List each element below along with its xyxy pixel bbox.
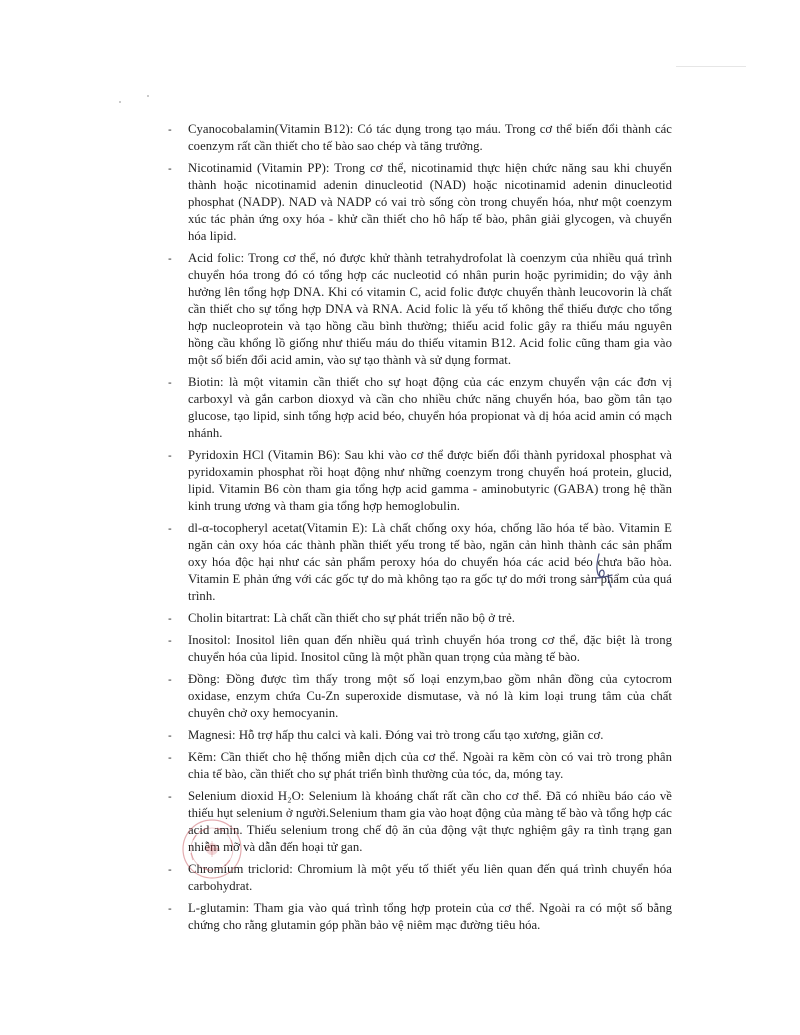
list-item-text: Chromium triclorid: Chromium là một yếu tố thiết yếu liên quan đến quá trình chuyển hóa carbohydrat. (188, 862, 672, 893)
list-item-text: dl-α-tocopheryl acetat(Vitamin E): Là chất chống oxy hóa, chống lão hóa tế bào. Vitamin E ngăn cản oxy hóa các thành phần thiết yếu trong tế bào, ngăn cản hình thành các sản phẩm oxy hóa độc hại như các sản phẩm peroxy hóa do chuyển hóa các acid béo chưa bão hòa. Vitamin E phản ứng với các gốc tự do mà không tạo ra gốc tự do mới trong sản phẩm của quá trình. (188, 521, 672, 603)
scan-speck (147, 95, 149, 97)
bullet-dash: - (168, 729, 172, 742)
bullet-dash: - (168, 162, 172, 175)
company-stamp (181, 818, 243, 880)
list-item-text: Pyridoxin HCl (Vitamin B6): Sau khi vào cơ thể được biến đổi thành pyridoxal phosphat và pyridoxamin phosphat rồi hoạt động như những coenzym trong chuyển hoá protein, glucid, lipid. Vitamin B6 còn tham gia tổng hợp acid gamma - aminobutyric (GABA) trong hệ thần kinh trung ương và tham gia tổng hợp hemoglobulin. (188, 448, 672, 513)
list-item (168, 671, 672, 722)
list-item-text: Biotin: là một vitamin cần thiết cho sự hoạt động của các enzym chuyển vận các đơn vị carboxyl và gắn carbon dioxyd và cần cho nhiều chức năng chuyển hóa, bao gồm tân tạo glucose, tạo lipid, sinh tổng hợp acid béo, chuyển hóa propionat và dị hóa acid amin có mạch nhánh. (188, 375, 672, 440)
bullet-dash: - (168, 673, 172, 686)
bullet-dash: - (168, 902, 172, 915)
bullet-dash: - (168, 790, 172, 803)
bullet-dash: - (168, 863, 172, 876)
list-item-text: Đồng: Đồng được tìm thấy trong một số loại enzym,bao gồm nhân đồng của cytocrom oxidase, enzym chứa Cu-Zn superoxide dismutase, và nó là kim loại trung tâm của chất chuyên chở oxy hemocyanin. (188, 672, 672, 720)
list-item-text: Nicotinamid (Vitamin PP): Trong cơ thể, nicotinamid thực hiện chức năng sau khi chuyển thành hoặc nicotinamid adenin dinucleotid (NAD) hoặc nicotinamid adenin dinucleotid phosphat (NADP). NAD và NADP có vai trò sống còn trong chuyển hóa, như một coenzym xúc tác phản ứng oxy hóa - khử cần thiết cho hô hấp tế bào, phân giải glycogen, và chuyển hóa lipid. (188, 161, 672, 243)
list-item (168, 788, 672, 856)
list-item (168, 861, 672, 895)
bullet-dash: - (168, 376, 172, 389)
list-item (168, 447, 672, 515)
list-item (168, 727, 672, 744)
scan-header-line (676, 66, 746, 67)
list-item-text: L-glutamin: Tham gia vào quá trình tổng hợp protein của cơ thể. Ngoài ra có một số bằng chứng cho rằng glutamin góp phần bảo vệ niêm mạc đường tiêu hóa. (188, 901, 672, 932)
list-item (168, 374, 672, 442)
list-item (168, 250, 672, 369)
list-item (168, 749, 672, 783)
bullet-dash: - (168, 252, 172, 265)
list-item (168, 610, 672, 627)
bullet-dash: - (168, 612, 172, 625)
bullet-dash: - (168, 123, 172, 136)
bullet-dash: - (168, 751, 172, 764)
bullet-dash: - (168, 449, 172, 462)
list-item (168, 121, 672, 155)
list-item-text: Magnesi: Hỗ trợ hấp thu calci và kali. Đóng vai trò trong cấu tạo xương, giãn cơ. (188, 728, 604, 742)
list-item (168, 900, 672, 934)
list-item-text: Kẽm: Cần thiết cho hệ thống miễn dịch của cơ thể. Ngoài ra kẽm còn có vai trò trong phân chia tế bào, cần thiết cho sự phát triển bình thường của tóc, da, móng tay. (188, 750, 672, 781)
ingredient-list (168, 121, 672, 939)
list-item-text: Inositol: Inositol liên quan đến nhiều quá trình chuyển hóa trong cơ thể, đặc biệt là trong chuyển hóa của lipid. Inositol cũng là một phần quan trọng của màng tế bào. (188, 633, 672, 664)
bullet-dash: - (168, 522, 172, 535)
bullet-dash: - (168, 634, 172, 647)
list-item-text: Acid folic: Trong cơ thể, nó được khử thành tetrahydrofolat là coenzym của nhiều quá trình chuyển hóa trong đó có tổng hợp các nucleotid có nhân purin hoặc pyrimidin; do vậy ảnh hưởng lên tổng hợp DNA. Khi có vitamin C, acid folic được chuyển thành leucovorin là chất cần thiết cho sự tổng hợp DNA và RNA. Acid folic là yếu tố không thể thiếu được cho tổng hợp nucleoprotein và tạo hồng cầu bình thường; thiếu acid folic gây ra thiếu máu nguyên hồng cầu khổng lồ giống như thiếu máu do thiếu vitamin B12. Acid folic cũng tham gia vào một số biến đổi acid amin, vào sự tạo thành và sử dụng format. (188, 251, 672, 367)
list-item (168, 632, 672, 666)
list-item (168, 160, 672, 245)
handwritten-signature (588, 552, 620, 588)
scan-speck (119, 101, 121, 103)
list-item-text: Selenium dioxid H₂O: Selenium là khoáng chất rất cần cho cơ thể. Đã có nhiều báo cáo về thiếu hụt selenium ở người.Selenium tham gia vào hoạt động của màng tế bào và tổng hợp các acid amin. Thiếu selenium trong chế độ ăn của động vật thực nghiệm gây ra tình trạng gan nhiễm mỡ và dẫn đến hoại tử gan. (188, 789, 672, 854)
list-item-text: Cyanocobalamin(Vitamin B12): Có tác dụng trong tạo máu. Trong cơ thể biến đổi thành các coenzym rất cần thiết cho tế bào sao chép và tăng trưởng. (188, 122, 672, 153)
list-item-text: Cholin bitartrat: Là chất cần thiết cho sự phát triển não bộ ở trẻ. (188, 611, 515, 625)
